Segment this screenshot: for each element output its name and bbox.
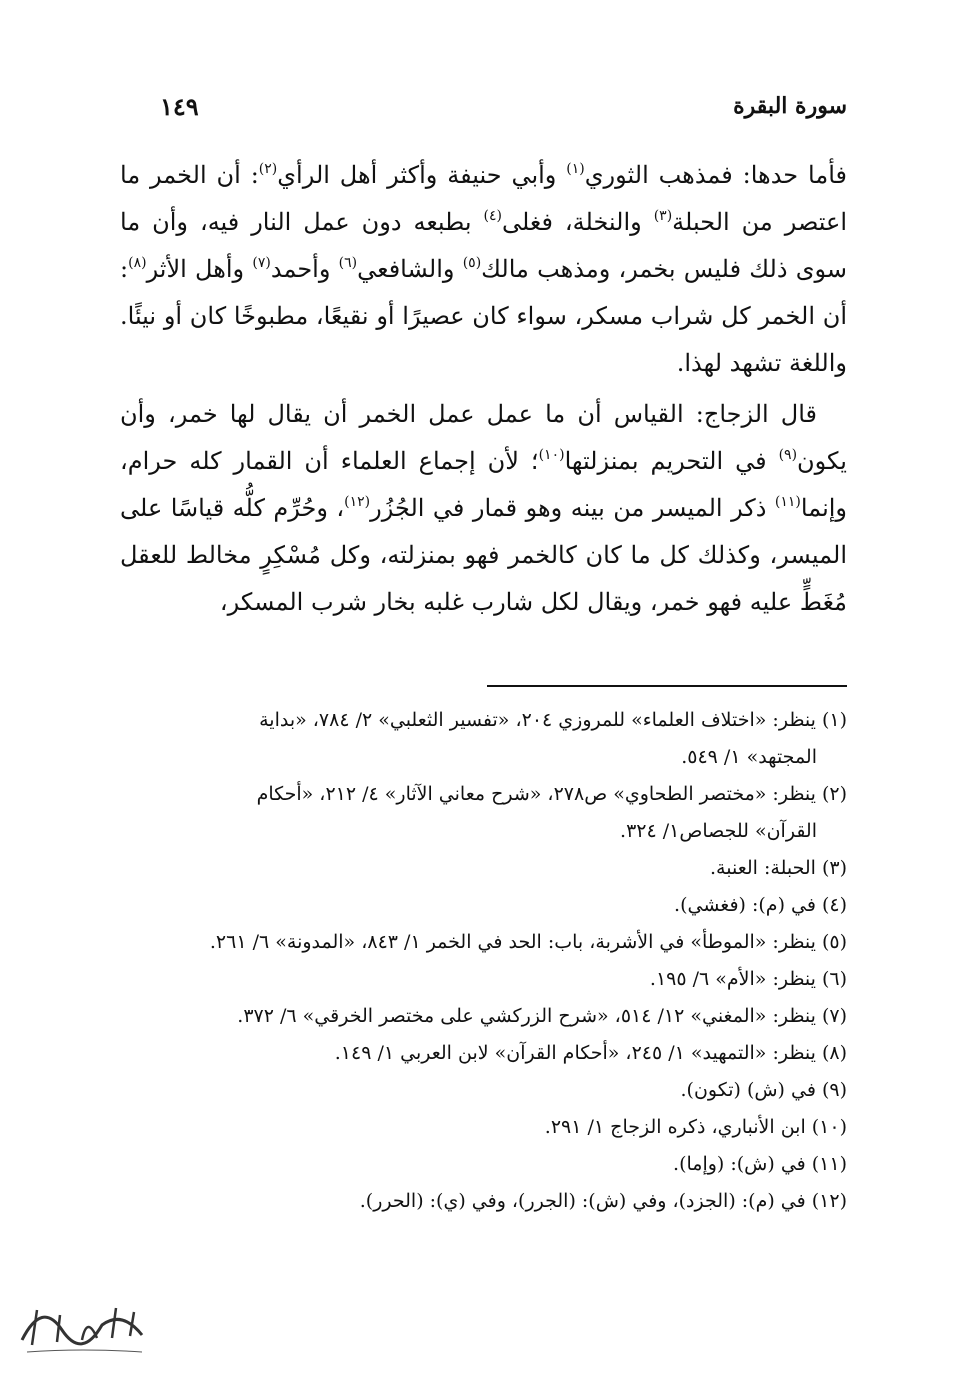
footnote-reference[interactable]: (٨) [128, 255, 147, 271]
publisher-logo [12, 1290, 152, 1360]
footnote-number: (١٢) [811, 1190, 847, 1212]
footnote-text: ينظر: «التمهيد» ١/ ٢٤٥، «أحكام القرآن» لابن العربي ١/ ١٤٩. [334, 1042, 816, 1064]
footnote-text: في (م): (الجزد)، وفي (ش): (الجرر)، وفي (ي): (الحرر). [359, 1190, 806, 1212]
footnote-number: (١١) [811, 1153, 847, 1175]
text-segment: وأحمد [270, 255, 339, 283]
surah-title: سورة البقرة [733, 93, 847, 119]
footnote-text-continued: القرآن» للجصاص١/ ٣٢٤. [620, 820, 817, 842]
footnote-reference[interactable]: (٣) [653, 208, 673, 224]
footnote-reference[interactable]: (٥) [462, 255, 482, 271]
footnote-text: ابن الأنباري، ذكره الزجاج ١/ ٢٩١. [544, 1116, 806, 1138]
page-number: ١٤٩ [160, 91, 199, 121]
footnote-item [120, 702, 847, 776]
running-header [160, 86, 847, 126]
footnote-reference[interactable]: (٦) [338, 255, 358, 271]
footnote-item [120, 1183, 847, 1220]
text-segment: قال الزجاج: القياس أن ما عمل عمل الخمر أن يقال لها خمر، وأن يكون [120, 400, 847, 475]
main-text [120, 152, 847, 626]
footnote-number: (٥) [821, 931, 847, 953]
footnote-text: في (ش): (وإما). [673, 1153, 806, 1175]
footnote-text: في (ش) (تكون). [680, 1079, 816, 1101]
footnote-text: الحبلة: العنبة. [710, 857, 816, 879]
text-segment: بطبعه دون عمل النار فيه، وأن ما سوى ذلك فليس بخمر، ومذهب مالك [120, 208, 848, 283]
paragraph [120, 391, 847, 626]
footnote-number: (٢) [821, 783, 847, 805]
footnote-text: في (م): (فغشي). [674, 894, 816, 916]
footnote-number: (٧) [821, 1005, 847, 1027]
footnote-item [120, 1072, 847, 1109]
footnote-item [120, 1146, 847, 1183]
footnote-text-continued: المجتهد» ١/ ٥٤٩. [681, 746, 817, 768]
text-segment: في التحريم بمنزلتها [564, 447, 779, 475]
text-segment: فأما حدها: فمذهب الثوري [584, 161, 847, 189]
footnote-number: (١) [821, 709, 847, 731]
footnote-text: ينظر: «الموطأ» في الأشربة، باب: الحد في الخمر ١/ ٨٤٣، «المدونة» ٦/ ٢٦١. [209, 931, 816, 953]
footnote-number: (٣) [821, 857, 847, 879]
text-segment: والنخلة، فغلى [501, 208, 654, 236]
footnote-text: ينظر: «المغني» ١٢/ ٥١٤، «شرح الزركشي على مختصر الخرقي» ٦/ ٣٧٢. [237, 1005, 816, 1027]
footnote-item [120, 961, 847, 998]
footnote-item [120, 850, 847, 887]
footnote-reference[interactable]: (١٢) [344, 494, 371, 510]
footnote-reference[interactable]: (٩) [778, 447, 798, 463]
footnote-item [120, 1109, 847, 1146]
text-segment: ، وحُرِّم كلُّه قياسًا على الميسر، وكذلك كل ما كان كالخمر فهو بمنزلته، وكل مُسْكِرٍ مخالط للعقل مُغَطٍّ عليه فهو خمر، ويقال لكل شارب غلبه بخار شرب المسكر، [120, 494, 847, 616]
footnote-number: (١٠) [811, 1116, 847, 1138]
footnote-text: ينظر: «مختصر الطحاوي» ص٢٧٨، «شرح معاني الآثار» ٤/ ٢١٢، «أحكام [256, 783, 816, 805]
footnotes-list [120, 702, 847, 1220]
footnote-number: (٦) [821, 968, 847, 990]
text-segment: ؛ لأن إجماع العلماء أن القمار كله حرام، وإنما [120, 447, 848, 522]
text-segment: ذكر الميسر من بينه وهو قمار في الجُزُر [370, 494, 775, 522]
footnote-reference[interactable]: (١١) [774, 494, 801, 510]
footnote-item [120, 998, 847, 1035]
footnote-separator [487, 685, 847, 687]
footnote-item [120, 776, 847, 850]
footnote-text: ينظر: «الأم» ٦/ ١٩٥. [649, 968, 816, 990]
text-segment: والشافعي [357, 255, 463, 283]
text-segment: : أن الخمر ما اعتصر من الحبلة [120, 161, 848, 236]
paragraph [120, 152, 847, 387]
footnote-number: (٩) [821, 1079, 847, 1101]
footnote-number: (٨) [821, 1042, 847, 1064]
footnote-item [120, 887, 847, 924]
footnote-item [120, 1035, 847, 1072]
footnote-reference[interactable]: (٧) [252, 255, 271, 271]
footnote-reference[interactable]: (١٠) [538, 447, 565, 463]
footnote-reference[interactable]: (٤) [483, 208, 502, 224]
footnote-number: (٤) [821, 894, 847, 916]
footnote-text: ينظر: «اختلاف العلماء» للمروزي ٢٠٤، «تفسير الثعلبي» ٢/ ٧٨٤، «بداية [259, 709, 816, 731]
text-segment: : أن الخمر كل شراب مسكر، سواء كان عصيرًا أو نقيعًا، مطبوخًا كان أو نيئًا. واللغة تشهد لهذا. [120, 255, 847, 377]
text-segment: وأبي حنيفة وأكثر أهل الرأي [277, 161, 567, 189]
footnote-reference[interactable]: (١) [566, 161, 585, 177]
footnote-reference[interactable]: (٢) [258, 161, 278, 177]
text-segment: وأهل الأثر [146, 255, 253, 283]
footnote-item [120, 924, 847, 961]
